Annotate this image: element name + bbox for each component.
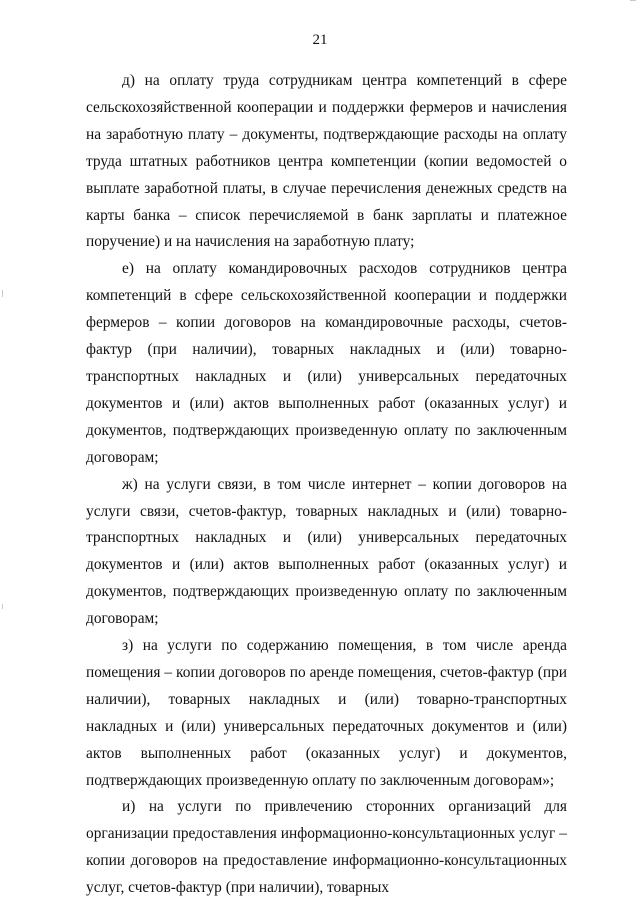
paragraph-zh: ж) на услуги связи, в том числе интернет – копии договоров на услуги связи, счетов-фактур, товарных накладных и (или) товарно-транспортных накладных и (или) универсальных передаточных документов и (или) актов выполненных работ (оказанных услуг) и документов, подтверждающих произведенную оплату по заключенным договорам; [86, 475, 567, 628]
paragraph-i: и) на услуги по привлечению сторонних организаций для организации предоставления информационно-консультационных услуг – копии договоров на предоставление информационно-консультационных услуг, счетов-фактур (при наличии), товарных [86, 798, 567, 897]
paragraph-d: д) на оплату труда сотрудникам центра компетенций в сфере сельскохозяйственной кооперации и поддержки фермеров и начисления на заработную плату – документы, подтверждающие расходы на оплату труда штатных работников центра компетенции (копии ведомостей о выплате заработной платы, в случае перечисления денежных средств на карты банка – список перечисляемой в банк зарплаты и платежное поручение) и на начисления на заработную плату; [86, 72, 567, 251]
scan-mark [2, 604, 3, 609]
scan-mark [2, 290, 3, 297]
paragraph-e: е) на оплату командировочных расходов сотрудников центра компетенций в сфере сельскохозяйственной кооперации и поддержки фермеров – копии договоров на командировочные расходы, счетов-фактур (при наличии), товарных накладных и (или) товарно-транспортных накладных и (или) универсальных передаточных документов и (или) актов выполненных работ (оказанных услуг) и документов, подтверждающих произведенную оплату по заключенным договорам; [86, 260, 567, 466]
page-number: 21 [312, 32, 328, 48]
document-body [86, 68, 567, 902]
scan-mark [630, 0, 636, 1]
paragraph-z: з) на услуги по содержанию помещения, в том числе аренда помещения – копии договоров по аренде помещения, счетов-фактур (при наличии), товарных накладных и (или) товарно-транспортных накладных и (или) универсальных передаточных документов и (или) актов выполненных работ (оказанных услуг) и документов, подтверждающих произведенную оплату по заключенным договорам»; [86, 637, 567, 789]
